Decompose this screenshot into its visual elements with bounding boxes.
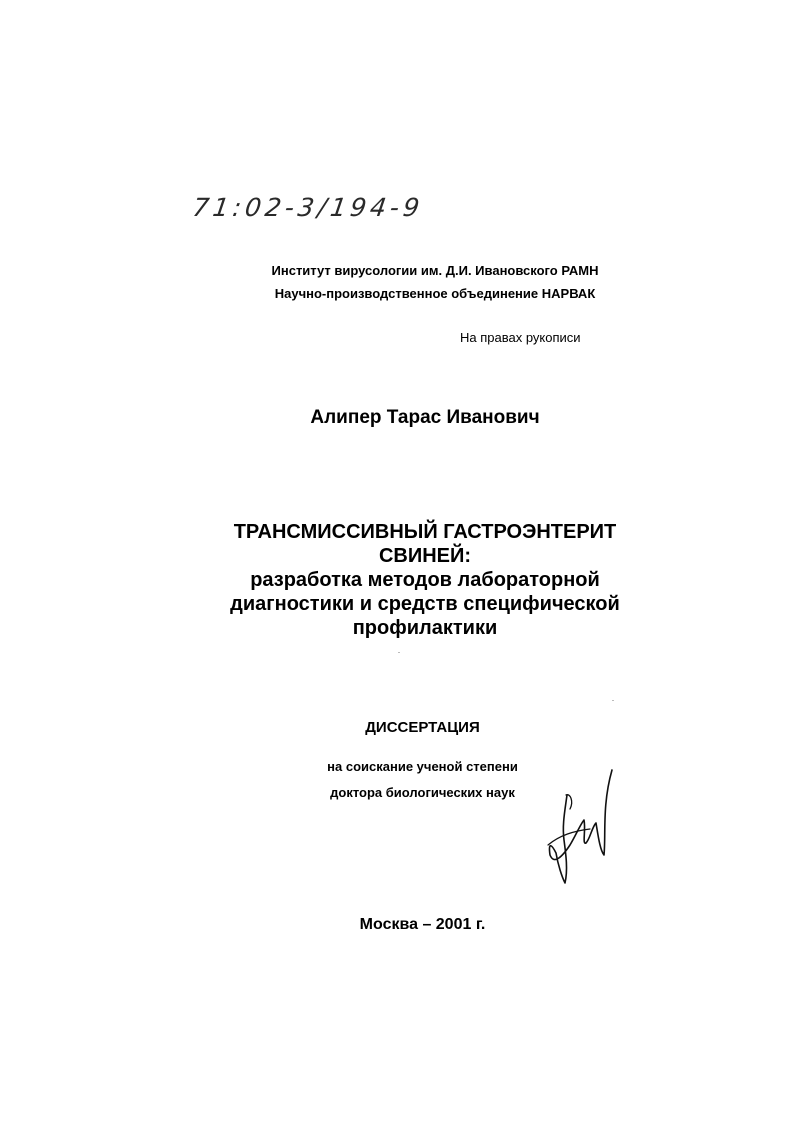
title-line-5: профилактики [352, 617, 498, 639]
handwritten-signature-icon [540, 765, 620, 890]
work-type-heading: ДИССЕРТАЦИЯ [365, 719, 480, 736]
degree-line-2: доктора биологических наук [330, 785, 515, 800]
title-line-1: ТРАНСМИССИВНЫЙ ГАСТРОЭНТЕРИТ [233, 521, 617, 543]
catalog-code-handwritten: 71:02-3/194-9 [190, 193, 426, 222]
title-line-2: СВИНЕЙ: [378, 545, 472, 567]
title-line-4: диагностики и средств специфической [230, 593, 620, 615]
dissertation-title [150, 520, 700, 640]
degree-line-1: на соискание ученой степени [327, 759, 518, 774]
scan-speck [398, 652, 400, 653]
title-line-3: разработка методов лабораторной [250, 569, 600, 591]
organization-name: Научно-производственное объединение НАРВАК [274, 286, 596, 301]
author-name: Алипер Тарас Иванович [310, 407, 540, 428]
institution-name: Институт вирусологии им. Д.И. Ивановского РАМН [271, 263, 599, 278]
rights-notice: На правах рукописи [460, 330, 581, 345]
scan-speck [612, 700, 614, 701]
place-and-year: Москва – 2001 г. [359, 916, 486, 933]
